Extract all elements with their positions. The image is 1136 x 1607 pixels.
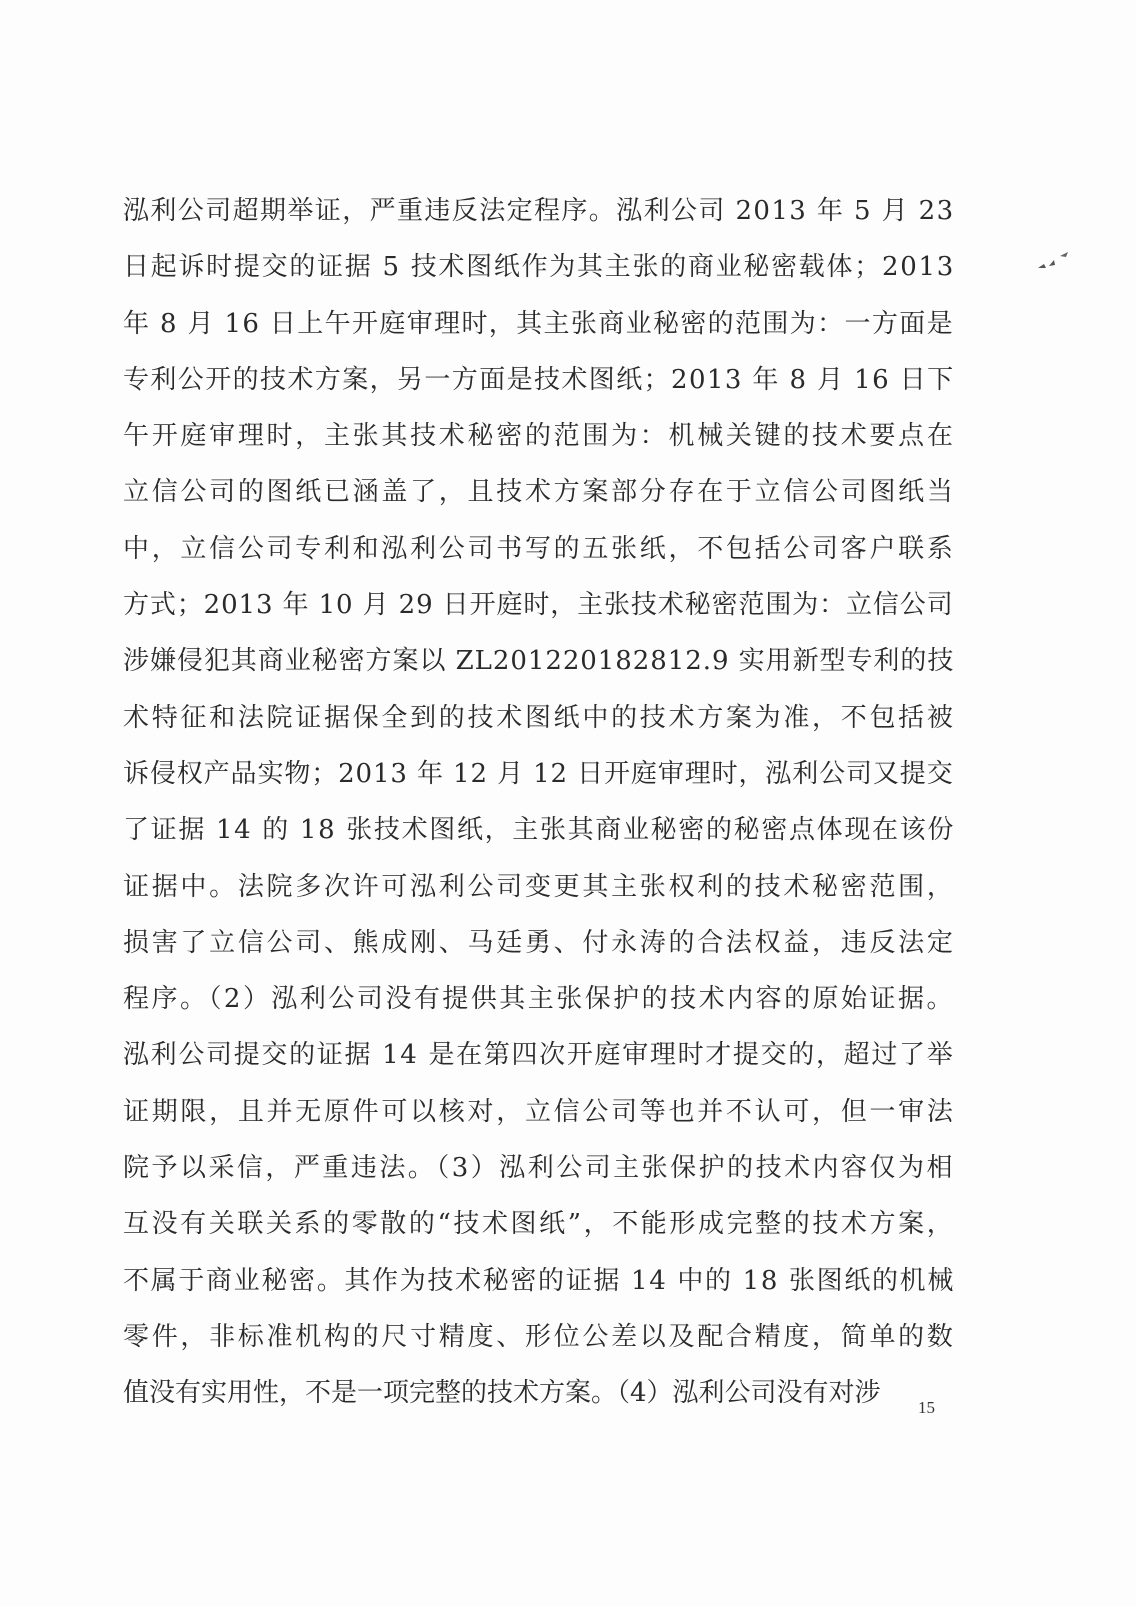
text-line: 日起诉时提交的证据 5 技术图纸作为其主张的商业秘密载体；2013 xyxy=(123,252,955,283)
text-line: 方式；2013 年 10 月 29 日开庭时，主张技术秘密范围为：立信公司 xyxy=(123,590,954,621)
text-line: 值没有实用性，不是一项完整的技术方案。（4）泓利公司没有对涉 xyxy=(123,1378,881,1409)
text-line: 诉侵权产品实物；2013 年 12 月 12 日开庭审理时，泓利公司又提交 xyxy=(123,758,954,789)
text-line: 证期限，且并无原件可以核对，立信公司等也并不认可，但一审法 xyxy=(123,1096,956,1127)
text-line: 泓利公司超期举证，严重违反法定程序。泓利公司 2013 年 5 月 23 xyxy=(123,196,955,226)
text-line: 中，立信公司专利和泓利公司书写的五张纸，不包括公司客户联系 xyxy=(123,533,956,564)
text-line: 午开庭审理时，主张其技术秘密的范围为：机械关键的技术要点在 xyxy=(123,421,956,452)
scan-artifact-mark xyxy=(1036,248,1076,274)
text-line: 术特征和法院证据保全到的技术图纸中的技术方案为准，不包括被 xyxy=(123,702,956,733)
text-line: 了证据 14 的 18 张技术图纸，主张其商业秘密的秘密点体现在该份 xyxy=(123,815,956,846)
text-line: 泓利公司提交的证据 14 是在第四次开庭审理时才提交的，超过了举 xyxy=(123,1040,955,1071)
text-line: 专利公开的技术方案，另一方面是技术图纸；2013 年 8 月 16 日下 xyxy=(123,364,955,395)
text-line: 互没有关联关系的零散的“技术图纸”，不能形成完整的技术方案， xyxy=(123,1209,956,1240)
page-number: 15 xyxy=(918,1398,935,1417)
text-line: 涉嫌侵犯其商业秘密方案以 ZL201220182812.9 实用新型专利的技 xyxy=(123,646,955,677)
text-line: 损害了立信公司、熊成刚、马廷勇、付永涛的合法权益，违反法定 xyxy=(123,927,956,958)
text-line: 年 8 月 16 日上午开庭审理时，其主张商业秘密的范围为：一方面是 xyxy=(123,308,954,339)
text-line: 证据中。法院多次许可泓利公司变更其主张权利的技术秘密范围， xyxy=(123,871,956,902)
text-line: 不属于商业秘密。其作为技术秘密的证据 14 中的 18 张图纸的机械 xyxy=(123,1265,956,1296)
body-text xyxy=(123,183,956,1422)
text-line: 院予以采信，严重违法。（3）泓利公司主张保护的技术内容仅为相 xyxy=(123,1153,955,1184)
text-line: 立信公司的图纸已涵盖了，且技术方案部分存在于立信公司图纸当 xyxy=(123,477,956,508)
text-line: 程序。（2）泓利公司没有提供其主张保护的技术内容的原始证据。 xyxy=(123,984,955,1015)
text-line: 零件，非标准机构的尺寸精度、形位公差以及配合精度，简单的数 xyxy=(123,1321,956,1352)
